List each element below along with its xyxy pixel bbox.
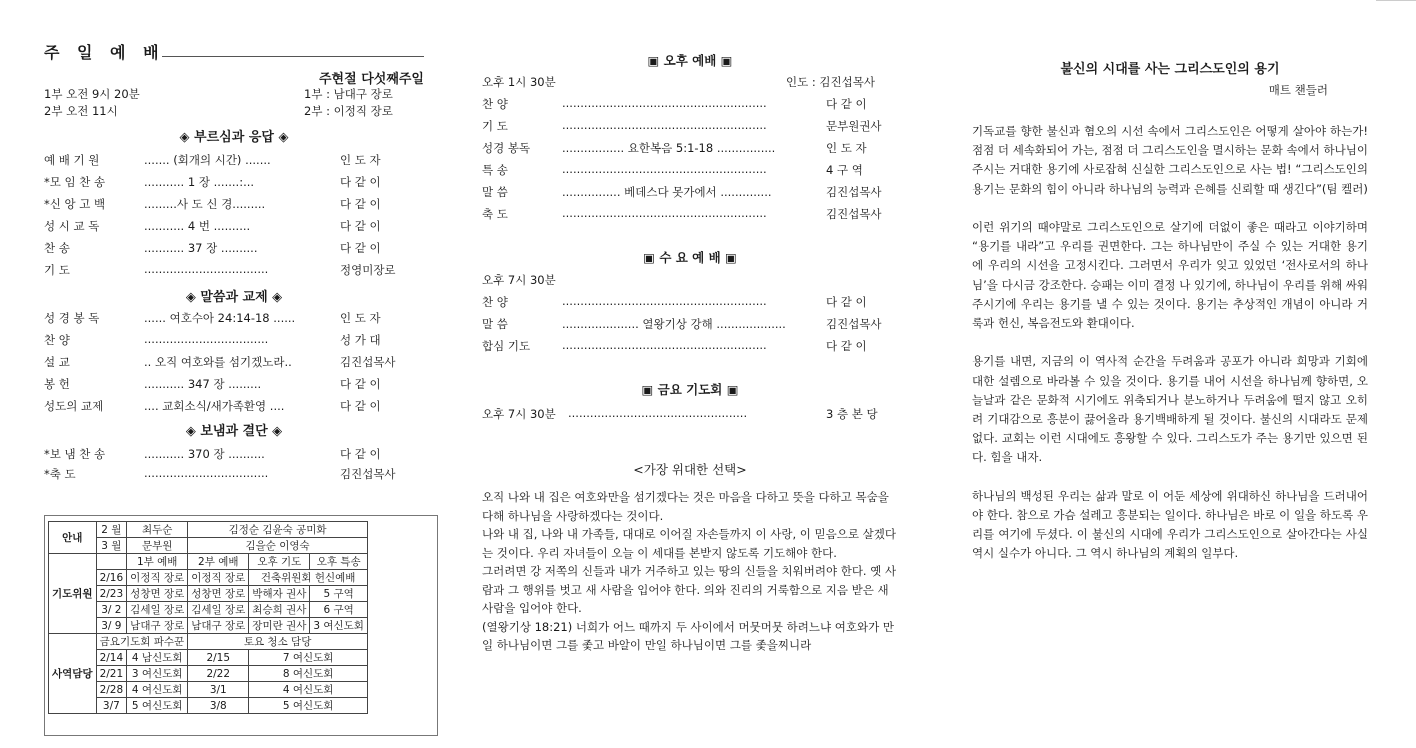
service-time: 2부 오전 11시 <box>44 104 118 118</box>
friday-prayer-heading: ▣ 금요 기도회 ▣ <box>641 382 739 397</box>
afternoon-time-row <box>482 74 898 92</box>
prayer-first: 김세일 장로 <box>127 602 188 618</box>
duty-group: 5 여신도회 <box>249 698 368 714</box>
order-row <box>482 118 898 136</box>
order-label: 기 도 <box>482 119 508 133</box>
service-time-1 <box>44 86 424 102</box>
sunday-title-row <box>44 40 424 64</box>
prayer-afternoon: 건축위원회 헌신예배 <box>249 570 368 586</box>
prayer-label: 기도위원 <box>49 554 97 634</box>
duty-date: 2/22 <box>188 666 249 682</box>
book-title: 불신의 시대를 사는 그리스도인의 용기 <box>1060 62 1280 77</box>
order-label: *신 앙 고 백 <box>44 197 106 211</box>
duty-date: 2/28 <box>96 682 127 698</box>
prayer-special: 6 구역 <box>310 602 368 618</box>
duty-date: 3/7 <box>96 698 127 714</box>
prayer-second: 성창면 장로 <box>188 586 249 602</box>
order-label: 성경 봉독 <box>482 141 531 155</box>
order-row <box>482 162 898 180</box>
order-detail: .. 오직 여호와를 섬기겠노라.. <box>144 355 292 369</box>
prayer-date: 2/23 <box>96 586 127 602</box>
order-detail: ..................... 열왕기상 강해 ................... <box>562 317 786 331</box>
column-header: 오후 기도 <box>249 554 310 570</box>
order-label: 말 씀 <box>482 185 508 199</box>
order-label: 말 씀 <box>482 317 508 331</box>
review-paragraph: 이런 위기의 때야말로 그리스도인으로 살기에 더없이 좋은 때라고 이야기하며 “용기를 내라”고 우리를 권면한다. 그는 하나님만이 주실 수 있는 거대한 용기에 우리의 시선을 고정시킨다. 그러면서 우리가 잊고 있었던 ‘전사로서의 하나님’을 다시금 강조한다. 승패는 이미 결정 나 있기에, 하나님이 우리를 위해 싸워 주시기에 우리는 용기를 낼 수 있는 것이다. 용기는 추상적인 개념이 아니라 거룩과 헌신, 복음전도와 환대이다. <box>972 220 1368 331</box>
order-person: 다 같 이 <box>826 339 867 353</box>
table-corner <box>96 554 127 570</box>
article-body <box>482 488 898 655</box>
order-detail: ...... 여호수아 24:14-18 ...... <box>144 311 296 325</box>
guide-names: 김을순 이영숙 <box>188 538 368 554</box>
order-person: 김진섭목사 <box>340 355 396 369</box>
order-person: 정영미장로 <box>340 263 396 277</box>
guide-leader: 문부원 <box>127 538 188 554</box>
service-leader: 1부 : 남대구 장로 <box>304 87 393 101</box>
order-detail: ................ 베데스다 못가에서 .............. <box>562 185 772 199</box>
order-person: 성 가 대 <box>340 333 381 347</box>
order-person: 다 같 이 <box>340 447 381 461</box>
service-leader: 2부 : 이정직 장로 <box>304 104 393 118</box>
duty-date: 2/21 <box>96 666 127 682</box>
duty-group: 4 남신도회 <box>127 650 188 666</box>
duty-group: 4 여신도회 <box>127 682 188 698</box>
prayer-special: 5 구역 <box>310 586 368 602</box>
order-label: 찬 양 <box>482 295 508 309</box>
guide-leader: 최두순 <box>127 522 188 538</box>
friday-time: 오후 7시 30분 <box>482 407 556 421</box>
order-row <box>482 316 898 334</box>
order-row <box>44 466 424 484</box>
order-label: 찬 양 <box>482 97 508 111</box>
article-paragraph: (열왕기상 18:21) 너희가 어느 때까지 두 사이에서 머뭇머뭇 하려느냐 여호와가 만일 하나님이면 그를 좇고 바알이 만일 하나님이면 그를 좇을찌니라 <box>482 619 894 652</box>
guide-month: 3 월 <box>96 538 127 554</box>
order-person: 인 도 자 <box>826 141 867 155</box>
order-person: 인 도 자 <box>340 311 381 325</box>
order-row <box>44 174 424 192</box>
schedule-table <box>48 521 368 714</box>
order-detail: ........... 347 장 ......... <box>144 377 262 391</box>
order-row <box>44 310 424 328</box>
afternoon-time: 오후 1시 30분 <box>482 75 556 89</box>
order-row <box>44 152 424 170</box>
order-detail: ........... 37 장 .......... <box>144 241 258 255</box>
book-review-body <box>972 122 1368 583</box>
order-person: 인 도 자 <box>340 153 381 167</box>
prayer-afternoon: 최승희 권사 <box>249 602 310 618</box>
order-label: 찬 송 <box>44 241 70 255</box>
order-detail: ........................................................ <box>562 96 767 110</box>
order-person: 김진섭목사 <box>826 207 882 221</box>
order-person: 4 구 역 <box>826 163 863 177</box>
prayer-first: 성창면 장로 <box>127 586 188 602</box>
order-row <box>44 332 424 350</box>
duty-date: 2/14 <box>96 650 127 666</box>
column-header: 오후 특송 <box>310 554 368 570</box>
prayer-afternoon: 박해자 권사 <box>249 586 310 602</box>
order-detail: ....... (회개의 시간) ....... <box>144 153 271 167</box>
order-detail: ........................................................ <box>562 338 767 352</box>
order-label: 예 배 기 원 <box>44 153 100 167</box>
order-detail: ........................................................ <box>562 162 767 176</box>
order-detail: ................. 요한복음 5:1-18 ................ <box>562 141 776 155</box>
order-label: 성 경 봉 독 <box>44 311 100 325</box>
order-label: 설 교 <box>44 355 70 369</box>
service-time-2 <box>44 103 424 119</box>
order-label: 성 시 교 독 <box>44 219 100 233</box>
duty-group: 8 여신도회 <box>249 666 368 682</box>
wednesday-time-row <box>482 272 898 290</box>
duty-group: 7 여신도회 <box>249 650 368 666</box>
order-detail: .... 교회소식/새가족환영 .... <box>144 399 285 413</box>
article-paragraph: 그러려면 강 저쪽의 신들과 내가 거주하고 있는 땅의 신들을 치워버려야 한다. 옛 사람과 그 행위를 벗고 새 사람을 입어야 한다. 의와 진리의 거룩함으로 지음 받은 새 사람을 입어야 한다. <box>482 564 897 615</box>
order-person: 다 같 이 <box>340 399 381 413</box>
wednesday-service-heading: ▣ 수 요 예 배 ▣ <box>643 250 737 265</box>
column-header: 2부 예배 <box>188 554 249 570</box>
order-label: *모 임 찬 송 <box>44 175 106 189</box>
order-detail: ........................................................ <box>562 294 767 308</box>
prayer-afternoon: 장미란 권사 <box>249 618 310 634</box>
order-person: 김진섭목사 <box>340 467 396 481</box>
order-label: 합심 기도 <box>482 339 531 353</box>
guide-label: 안내 <box>49 522 97 554</box>
friday-location: 3 층 본 당 <box>826 407 878 421</box>
order-detail: .................................. <box>144 262 269 276</box>
afternoon-service-heading: ▣ 오후 예배 ▣ <box>647 53 733 68</box>
duty-label: 사역담당 <box>49 634 97 714</box>
order-person: 다 같 이 <box>340 197 381 211</box>
prayer-first: 남대구 장로 <box>127 618 188 634</box>
order-person: 문부원권사 <box>826 119 882 133</box>
order-detail: ........................................................ <box>562 118 767 132</box>
duty-date: 2/15 <box>188 650 249 666</box>
order-detail: .........사 도 신 경......... <box>144 197 266 211</box>
order-row <box>482 338 898 356</box>
prayer-date: 3/ 2 <box>96 602 127 618</box>
order-row <box>44 196 424 214</box>
order-detail: .................................. <box>144 466 269 480</box>
review-paragraph: 기독교를 향한 불신과 혐오의 시선 속에서 그리스도인은 어떻게 살아야 하는가! 점점 더 세속화되어 가는, 점점 더 그리스도인을 멸시하는 문화 속에서 하나님이 주시는 거대한 용기에 사로잡혀 신실한 그리스도인으로 사는 법! “그리스도인의 용기는 문화의 힘이 아니라 하나님의 능력과 은혜를 신뢰할 때 생긴다”(팀 켈러) <box>972 124 1368 196</box>
order-row <box>482 140 898 158</box>
order-label: *축 도 <box>44 467 76 481</box>
order-row <box>482 96 898 114</box>
order-person: 다 같 이 <box>340 377 381 391</box>
order-row <box>44 354 424 372</box>
order-row <box>482 206 898 224</box>
duty-group: 4 여신도회 <box>249 682 368 698</box>
order-label: 성도의 교제 <box>44 399 104 413</box>
order-label: 특 송 <box>482 163 508 177</box>
prayer-second: 남대구 장로 <box>188 618 249 634</box>
order-row <box>44 240 424 258</box>
order-detail: ........... 370 장 .......... <box>144 447 265 461</box>
prayer-special: 3 여신도회 <box>310 618 368 634</box>
order-row <box>44 398 424 416</box>
order-row <box>44 376 424 394</box>
order-label: 기 도 <box>44 263 70 277</box>
review-paragraph: 용기를 내면, 지금의 이 역사적 순간을 두려움과 공포가 아니라 희망과 기회에 대한 설렘으로 바라볼 수 있을 것이다. 용기를 내어 시선을 하나님께 향하면, 오늘날과 같은 문화적 시기에도 위축되거나 분노하거나 두려움에 떨지 않고 오히려 기대감으로 흥분이 끓어올라 용기백배하게 될 것이다. 불신의 시대라도 문제없다. 교회는 이런 시대에도 흥왕할 수 있다. 그리스도가 주는 용기만 있으면 된다. 힘을 내자. <box>972 354 1368 465</box>
sunday-worship-title: 주 일 예 배 <box>44 43 165 62</box>
title-underline <box>162 56 424 57</box>
order-label: *보 냄 찬 송 <box>44 447 106 461</box>
liturgical-season: 주현절 다섯째주일 <box>319 72 424 87</box>
guide-month: 2 월 <box>96 522 127 538</box>
order-label: 찬 양 <box>44 333 70 347</box>
prayer-first: 이정직 장로 <box>127 570 188 586</box>
order-person: 김진섭목사 <box>826 185 882 199</box>
friday-time-row <box>482 406 898 424</box>
order-person: 다 같 이 <box>826 295 867 309</box>
duty-group: 5 여신도회 <box>127 698 188 714</box>
corner-divider <box>1376 0 1416 1</box>
book-author: 매트 챈들러 <box>1268 83 1328 97</box>
afternoon-leader: 인도 : 김진섭목사 <box>786 75 875 89</box>
friday-dots: ................................................. <box>568 406 748 420</box>
section-heading-word: ◈ 말씀과 교제 ◈ <box>185 290 283 305</box>
guide-names: 김정순 김윤숙 공미화 <box>188 522 368 538</box>
order-person: 김진섭목사 <box>826 317 882 331</box>
prayer-second: 김세일 장로 <box>188 602 249 618</box>
order-person: 다 같 이 <box>340 175 381 189</box>
order-row <box>44 218 424 236</box>
column-header: 1부 예배 <box>127 554 188 570</box>
wednesday-time: 오후 7시 30분 <box>482 273 556 287</box>
order-label: 축 도 <box>482 207 508 221</box>
article-paragraph: 나와 내 집, 나와 내 가족들, 대대로 이어질 자손들까지 이 사랑, 이 믿음으로 살겠다는 것이다. 우리 자녀들이 오늘 이 세대를 본받지 않도록 기도해야 한다. <box>482 527 896 560</box>
column-header: 금요기도회 파수꾼 <box>96 634 188 650</box>
column-header: 토요 청소 담당 <box>188 634 368 650</box>
order-person: 다 같 이 <box>826 97 867 111</box>
review-paragraph: 하나님의 백성된 우리는 삶과 말로 이 어둔 세상에 위대하신 하나님을 드러내어야 한다. 참으로 가슴 설레고 흥분되는 일이다. 하나님은 바로 이 일을 하도록 우리를 여기에 두셨다. 이 불신의 시대에 우리가 그리스도인으로 살아간다는 사실 역시 실수가 아니다. 그 역시 하나님의 계획의 일부다. <box>972 488 1368 561</box>
section-heading-calling: ◈ 부르심과 응답 ◈ <box>179 130 289 145</box>
order-person: 다 같 이 <box>340 219 381 233</box>
duty-group: 3 여신도회 <box>127 666 188 682</box>
article-title: <가장 위대한 선택> <box>633 462 747 477</box>
order-detail: ........................................................ <box>562 206 767 220</box>
order-detail: .................................. <box>144 332 269 346</box>
prayer-second: 이정직 장로 <box>188 570 249 586</box>
order-detail: ........... 4 번 .......... <box>144 219 251 233</box>
prayer-date: 3/ 9 <box>96 618 127 634</box>
order-row <box>44 262 424 280</box>
article-paragraph: 오직 나와 내 집은 여호와만을 섬기겠다는 것은 마음을 다하고 뜻을 다하고 목숨을 다해 하나님을 사랑하겠다는 것이다. <box>482 490 889 523</box>
duty-date: 3/1 <box>188 682 249 698</box>
order-row <box>482 184 898 202</box>
order-person: 다 같 이 <box>340 241 381 255</box>
order-label: 봉 헌 <box>44 377 70 391</box>
service-time: 1부 오전 9시 20분 <box>44 87 140 101</box>
section-heading-sending: ◈ 보냄과 결단 ◈ <box>185 424 283 439</box>
order-row <box>482 294 898 312</box>
order-detail: ........... 1 장 .......:... <box>144 175 255 189</box>
prayer-date: 2/16 <box>96 570 127 586</box>
duty-date: 3/8 <box>188 698 249 714</box>
order-row <box>44 446 424 464</box>
